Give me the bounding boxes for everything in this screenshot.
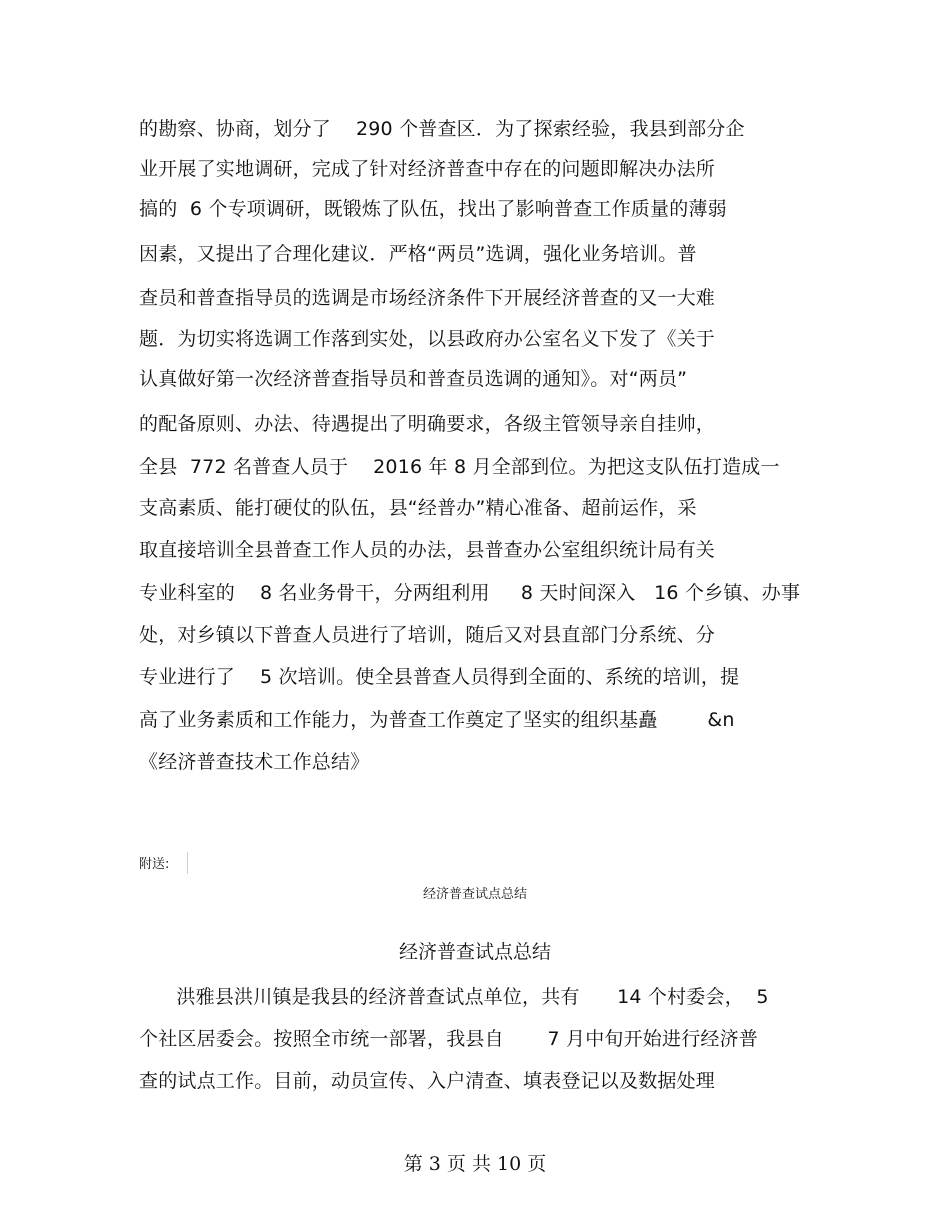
attachment-label: 附送: bbox=[139, 857, 170, 872]
page-number-footer: 第 3 页 共 10 页 bbox=[403, 1153, 547, 1175]
text-line: 处，对乡镇以下普查人员进行了培训，随后又对县直部门分系统、分 bbox=[139, 624, 716, 646]
divider bbox=[187, 852, 188, 874]
text-line: 个社区居委会。按照全市统一部署，我县自 7 月中旬开始进行经济普 bbox=[139, 1028, 759, 1050]
text-line: 全县 772 名普查人员于 2016 年 8 月全部到位。为把这支队伍打造成一 bbox=[139, 456, 780, 478]
text-line: 查员和普查指导员的选调是市场经济条件下开展经济普查的又一大难 bbox=[139, 287, 716, 309]
text-line: 专业科室的 8 名业务骨干，分两组利用 8 天时间深入 16 个乡镇、办事 bbox=[139, 582, 801, 604]
text-line: 因素，又提出了合理化建议．严格“两员”选调，强化业务培训。普 bbox=[139, 243, 697, 265]
text-line: 搞的 6 个专项调研，既锻炼了队伍，找出了影响普查工作质量的薄弱 bbox=[139, 198, 727, 220]
text-line: 的配备原则、办法、待遇提出了明确要求，各级主管领导亲自挂帅， bbox=[139, 413, 716, 435]
section-title: 经济普查试点总结 bbox=[398, 941, 551, 963]
text-line: 取直接培训全县普查工作人员的办法，县普查办公室组织统计局有关 bbox=[139, 539, 716, 561]
text-line: 洪雅县洪川镇是我县的经济普查试点单位，共有 14 个村委会， 5 bbox=[139, 986, 769, 1008]
text-line: 业开展了实地调研，完成了针对经济普查中存在的问题即解决办法所 bbox=[139, 158, 716, 180]
text-line: 《经济普查技术工作总结》 bbox=[139, 751, 370, 773]
small-title: 经济普查试点总结 bbox=[422, 887, 527, 902]
text-line: 的勘察、协商，划分了 290 个普查区．为了探索经验，我县到部分企 bbox=[139, 118, 745, 140]
text-line: 专业进行了 5 次培训。使全县普查人员得到全面的、系统的培训，提 bbox=[139, 666, 740, 688]
text-line: 题．为切实将选调工作落到实处，以县政府办公室名义下发了《关于 bbox=[139, 328, 716, 350]
text-line: 查的试点工作。目前，动员宣传、入户清查、填表登记以及数据处理 bbox=[139, 1070, 716, 1092]
text-line: 认真做好第一次经济普查指导员和普查员选调的通知》。对“两员” bbox=[139, 368, 688, 390]
text-line: 高了业务素质和工作能力，为普查工作奠定了坚实的组织基矗 &n bbox=[139, 709, 735, 731]
text-line: 支高素质、能打硬仗的队伍，县“经普办”精心准备、超前运作，采 bbox=[139, 497, 697, 519]
